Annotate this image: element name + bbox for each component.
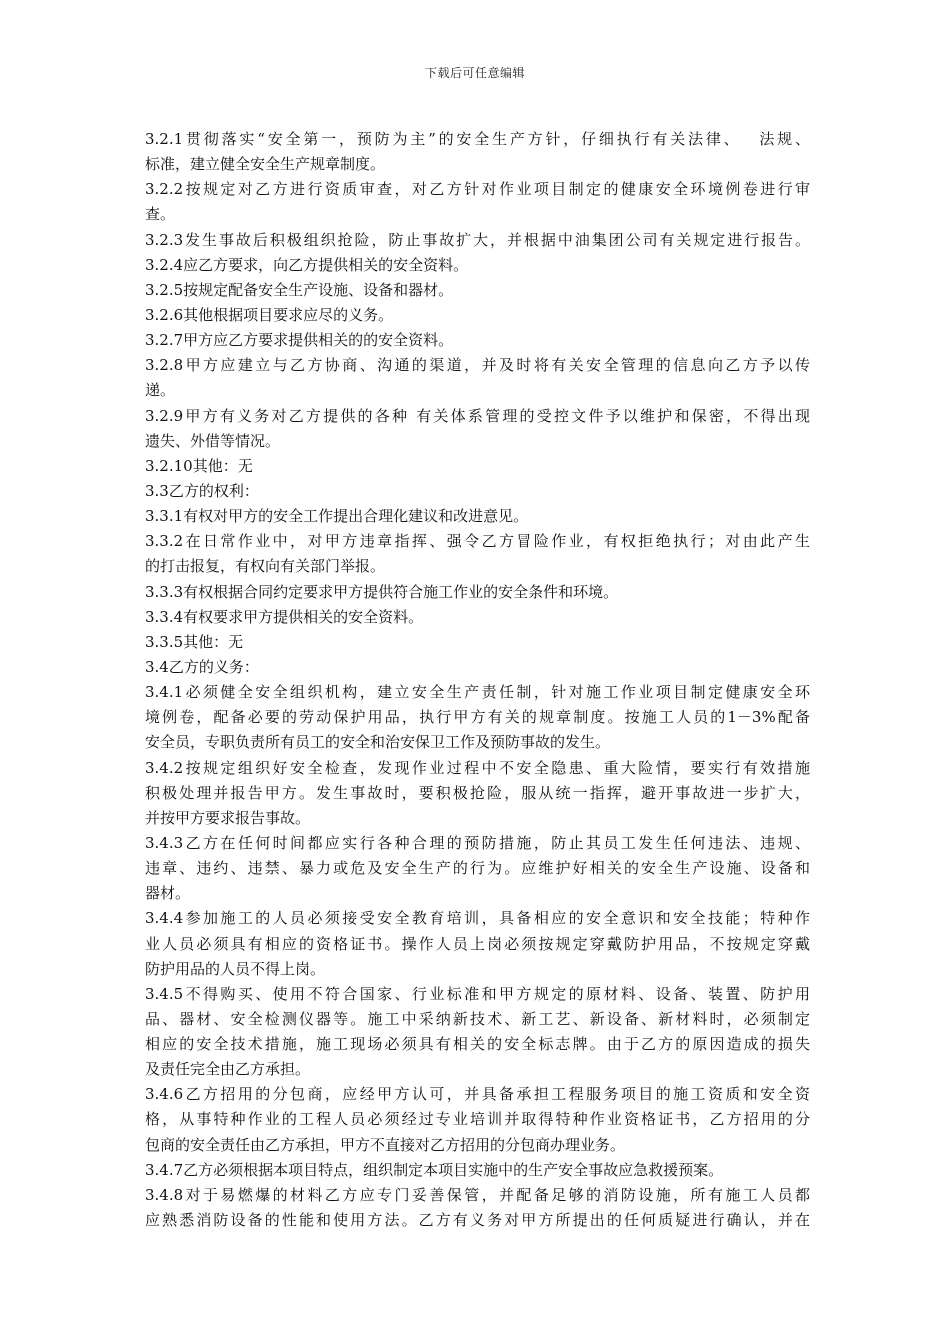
text-line: 境例卷，配备必要的劳动保护用品，执行甲方有关的规章制度。按施工人员的1－3%配备: [145, 708, 810, 727]
text-line: 3.4.8对于易燃爆的材料乙方应专门妥善保管，并配备足够的消防设施，所有施工人员都: [145, 1185, 810, 1204]
text-line: 3.3.4有权要求甲方提供相关的安全资料。: [145, 607, 424, 626]
text-line: 3.4.2按规定组织好安全检查，发现作业过程中不安全隐患、重大险情，要实行有效措施: [145, 758, 810, 777]
text-line: 3.3.1有权对甲方的安全工作提出合理化建议和改进意见。: [145, 507, 529, 526]
text-line: 3.3乙方的权利：: [145, 481, 259, 500]
text-line: 3.3.2在日常作业中，对甲方违章指挥、强令乙方冒险作业，有权拒绝执行；对由此产生: [145, 532, 810, 551]
text-line: 3.3.3有权根据合同约定要求甲方提供符合施工作业的安全条件和环境。: [145, 582, 619, 601]
text-line: 格，从事特种作业的工程人员必须经过专业培训并取得特种作业资格证书，乙方招用的分: [145, 1110, 810, 1129]
text-line: 遗失、外借等情况。: [145, 431, 281, 450]
text-line: 3.2.5按规定配备安全生产设施、设备和器材。: [145, 280, 454, 299]
text-line: 包商的安全责任由乙方承担，甲方不直接对乙方招用的分包商办理业务。: [145, 1135, 626, 1154]
text-line: 3.3.5其他：无: [145, 632, 244, 651]
text-line: 3.2.9甲方有义务对乙方提供的各种 有关体系管理的受控文件予以维护和保密，不得出现: [145, 406, 810, 425]
text-line: 安全员，专职负责所有员工的安全和治安保卫工作及预防事故的发生。: [145, 733, 611, 752]
text-line: 3.4.5不得购买、使用不符合国家、行业标准和甲方规定的原材料、设备、装置、防护用: [145, 984, 810, 1003]
text-line: 标准，建立健全安全生产规章制度。: [145, 155, 386, 174]
text-line: 3.4.6乙方招用的分包商，应经甲方认可，并具备承担工程服务项目的施工资质和安全资: [145, 1085, 810, 1104]
text-line: 3.2.4应乙方要求，向乙方提供相关的安全资料。: [145, 255, 469, 274]
text-line: 3.4乙方的义务：: [145, 657, 259, 676]
text-line: 查。: [145, 205, 176, 224]
text-line: 3.2.8甲方应建立与乙方协商、沟通的渠道，并及时将有关安全管理的信息向乙方予以传: [145, 356, 810, 375]
text-line: 3.2.7甲方应乙方要求提供相关的的安全资料。: [145, 331, 454, 350]
text-line: 品、器材、安全检测仪器等。施工中采纳新技术、新工艺、新设备、新材料时，必须制定: [145, 1009, 810, 1028]
text-line: 3.2.10其他：无: [145, 456, 253, 475]
text-line: 3.2.3发生事故后积极组织抢险，防止事故扩大，并根据中油集团公司有关规定进行报告。: [145, 230, 810, 249]
text-line: 的打击报复，有权向有关部门举报。: [145, 557, 386, 576]
text-line: 3.2.1贯彻落实“安全第一，预防为主”的安全生产方针，仔细执行有关法律、 法规、: [145, 130, 810, 148]
text-line: 及责任完全由乙方承担。: [145, 1060, 311, 1079]
text-line: 器材。: [145, 884, 191, 903]
text-line: 积极处理并报告甲方。发生事故时，要积极抢险，服从统一指挥，避开事故进一步扩大，: [145, 783, 810, 802]
text-line: 3.4.7乙方必须根据本项目特点，组织制定本项目实施中的生产安全事故应急救援预案。: [145, 1160, 724, 1179]
text-line: 防护用品的人员不得上岗。: [145, 959, 326, 978]
text-line: 业人员必须具有相应的资格证书。操作人员上岗必须按规定穿戴防护用品，不按规定穿戴: [145, 934, 810, 953]
text-line: 3.4.3乙方在任何时间都应实行各种合理的预防措施，防止其员工发生任何违法、违规、: [145, 833, 810, 852]
text-line: 3.4.4参加施工的人员必须接受安全教育培训，具备相应的安全意识和安全技能；特种作: [145, 909, 810, 928]
text-line: 递。: [145, 381, 176, 400]
text-line: 违章、违约、违禁、暴力或危及安全生产的行为。应维护好相关的安全生产设施、设备和: [145, 859, 810, 878]
text-line: 3.2.6其他根据项目要求应尽的义务。: [145, 305, 394, 324]
document-body: [145, 127, 810, 1233]
text-line: 并按甲方要求报告事故。: [145, 808, 311, 827]
text-line: 应熟悉消防设备的性能和使用方法。乙方有义务对甲方所提出的任何质疑进行确认，并在: [145, 1211, 810, 1230]
page-header: 下载后可任意编辑: [424, 66, 525, 80]
text-line: 相应的安全技术措施，施工现场必须具有相关的安全标志牌。由于乙方的原因造成的损失: [145, 1035, 810, 1054]
text-line: 3.4.1必须健全安全组织机构，建立安全生产责任制，针对施工作业项目制定健康安全环: [145, 683, 810, 702]
text-line: 3.2.2按规定对乙方进行资质审查，对乙方针对作业项目制定的健康安全环境例卷进行审: [145, 180, 810, 199]
